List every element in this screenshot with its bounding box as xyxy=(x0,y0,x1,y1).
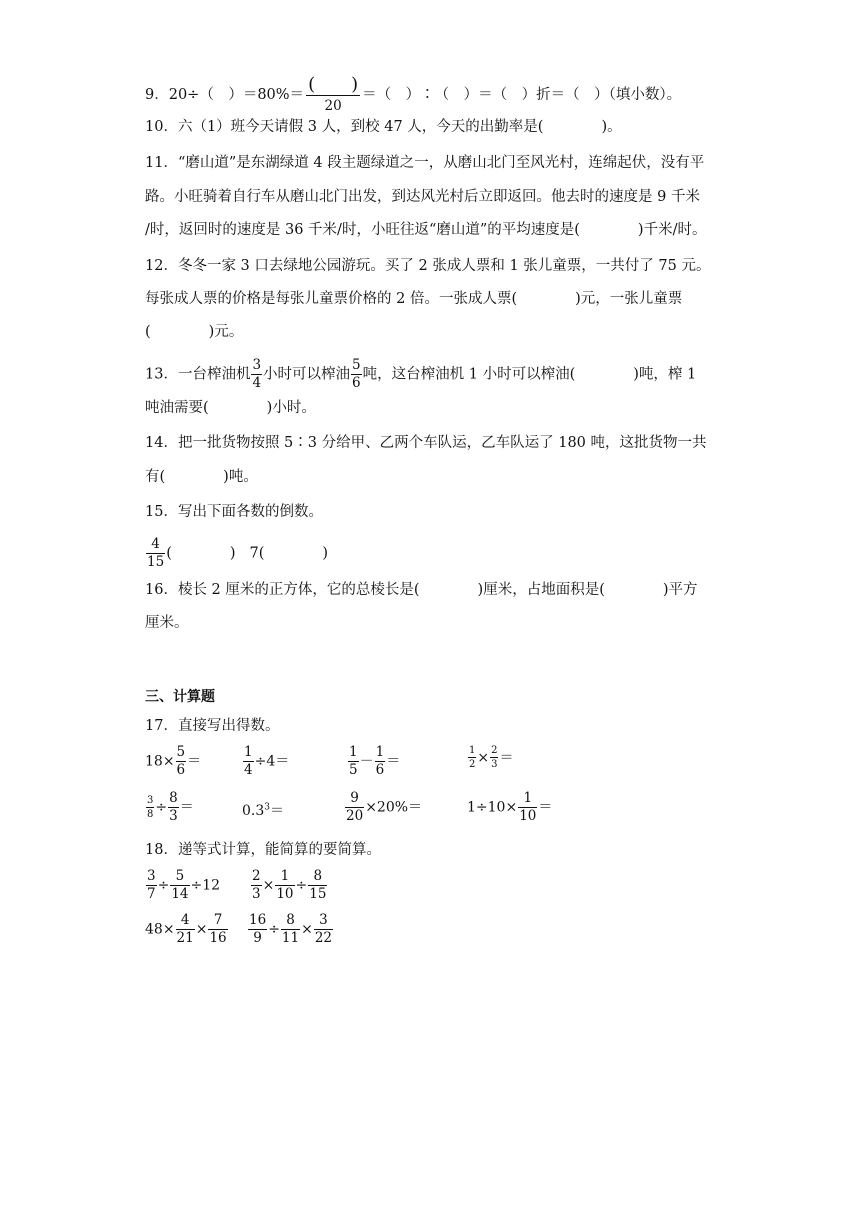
question-12-line-1: 12．冬冬一家 3 口去绿地公园游玩。买了 2 张成人票和 1 张儿童票，一共付了 75 元。 xyxy=(145,258,711,274)
numerator: 5 xyxy=(352,357,361,373)
expr-text: ＝ xyxy=(538,799,553,816)
q17-expr-5 xyxy=(145,792,194,823)
numerator: 2 xyxy=(252,868,261,884)
denominator: 21 xyxy=(176,929,194,946)
expr-text: 18× xyxy=(145,753,175,770)
numerator: 3 xyxy=(147,794,154,806)
denominator: 3 xyxy=(491,759,498,770)
operator: ÷ xyxy=(157,877,170,894)
exponent: 3 xyxy=(264,802,270,813)
fraction xyxy=(251,870,262,901)
fraction xyxy=(248,914,267,945)
q9-paren-top: ( ) xyxy=(308,74,359,95)
fraction xyxy=(490,746,498,770)
expr-text: 0.3 xyxy=(242,803,265,819)
operator: × xyxy=(477,750,490,766)
q9-text-end: ＝（ ）∶（ ）＝（ ）折＝（ ）（填小数）。 xyxy=(362,86,682,103)
q13-text-1: 13．一台榨油机 xyxy=(145,366,251,383)
question-17: 17．直接写出得数。 xyxy=(145,718,280,734)
denominator: 15 xyxy=(309,885,327,902)
operator: × xyxy=(195,921,208,938)
question-16-line-2: 厘米。 xyxy=(145,615,189,631)
question-13-line-2: 吨油需要( )小时。 xyxy=(145,400,316,416)
operator: ÷ xyxy=(295,877,308,894)
expr-text: ＝ xyxy=(187,753,202,770)
question-15-answers xyxy=(145,538,328,569)
q9-paren-bottom: 20 xyxy=(324,98,342,114)
question-14-line-2: 有( )吨。 xyxy=(145,469,258,485)
question-18: 18．递等式计算，能简算的要简算。 xyxy=(145,842,381,858)
q15-answer-2: 7( ) xyxy=(249,545,329,562)
operator: － xyxy=(359,753,374,770)
fraction xyxy=(243,746,254,777)
numerator: 16 xyxy=(249,912,267,928)
q9-paren-fraction xyxy=(306,76,360,114)
denominator: 3 xyxy=(169,807,178,824)
operator: ÷ xyxy=(155,799,168,816)
fraction xyxy=(208,914,227,945)
question-11-line-2: 路。小旺骑着自行车从磨山北门出发，到达风光村后立即返回。他去时的速度是 9 千米 xyxy=(145,189,700,205)
q17-expr-7 xyxy=(344,792,422,823)
fraction xyxy=(468,746,476,770)
expr-text: ÷12 xyxy=(190,877,221,894)
fraction xyxy=(314,914,333,945)
numerator: 4 xyxy=(146,538,165,554)
section-title: 三、计算题 xyxy=(145,689,215,705)
numerator: 7 xyxy=(208,914,227,930)
q13-text-3: 吨，这台榨油机 1 小时可以榨油( )吨，榨 1 xyxy=(362,366,697,383)
denominator: 4 xyxy=(252,374,262,391)
expr-text: ＝ xyxy=(499,750,514,766)
q17-expr-2 xyxy=(242,746,289,777)
expr-text: ×20%＝ xyxy=(365,799,423,816)
question-14-line-1: 14．把一批货物按照 5∶3 分给甲、乙两个车队运，乙车队运了 180 吨，这批货物一共 xyxy=(145,435,707,451)
denominator: 8 xyxy=(147,808,154,820)
numerator: 1 xyxy=(518,792,537,808)
q17-expr-1 xyxy=(145,746,201,777)
fraction xyxy=(176,914,195,945)
denominator: 22 xyxy=(314,929,333,946)
numerator: 3 xyxy=(252,357,262,373)
q18-expr-3 xyxy=(145,914,229,945)
numerator: 3 xyxy=(314,914,333,930)
numerator: 8 xyxy=(169,790,178,806)
fraction xyxy=(345,792,364,823)
fraction xyxy=(281,914,300,945)
q18-expr-1 xyxy=(145,870,220,901)
denominator: 15 xyxy=(147,553,165,570)
denominator: 20 xyxy=(346,807,364,824)
q18-expr-2 xyxy=(250,870,328,901)
numerator: 2 xyxy=(491,745,498,756)
fraction xyxy=(146,870,157,901)
numerator: 8 xyxy=(308,870,327,886)
expr-text: ＝ xyxy=(386,753,401,770)
q13-fraction-tons xyxy=(351,359,362,390)
q17-expr-8 xyxy=(467,792,552,823)
denominator: 6 xyxy=(352,374,361,391)
numerator: 5 xyxy=(170,870,189,886)
q17-expr-3 xyxy=(347,746,400,777)
denominator: 10 xyxy=(276,885,294,902)
fraction xyxy=(146,796,154,820)
q18-expr-4 xyxy=(247,914,334,945)
question-10: 10．六（1）班今天请假 3 人，到校 47 人，今天的出勤率是( )。 xyxy=(145,119,622,135)
numerator: 5 xyxy=(176,744,186,760)
denominator: 6 xyxy=(176,761,186,778)
fraction xyxy=(308,870,327,901)
operator: × xyxy=(301,921,313,938)
numerator: 1 xyxy=(375,744,385,760)
numerator: 1 xyxy=(244,744,253,760)
question-12-line-2: 每张成人票的价格是每张儿童票价格的 2 倍。一张成人票( )元，一张儿童票 xyxy=(145,291,683,307)
expr-text: ＝ xyxy=(270,803,284,819)
numerator: 3 xyxy=(147,868,156,884)
fraction xyxy=(348,746,359,777)
question-12-line-3: ( )元。 xyxy=(145,324,244,340)
q13-fraction-hours xyxy=(251,359,262,390)
question-11-line-3: /时，返回时的速度是 36 千米/时，小旺往返“磨山道”的平均速度是( )千米/时。 xyxy=(145,222,707,238)
denominator: 2 xyxy=(469,759,476,770)
q17-expr-6 xyxy=(242,800,284,820)
q17-expr-4 xyxy=(467,746,513,770)
fraction xyxy=(168,792,179,823)
question-9 xyxy=(145,76,681,114)
numerator: 8 xyxy=(281,914,300,930)
denominator: 9 xyxy=(253,929,262,946)
numerator: 1 xyxy=(275,870,294,886)
q15-fraction xyxy=(146,538,165,569)
fraction xyxy=(275,870,294,901)
denominator: 14 xyxy=(171,885,189,902)
question-16-line-1: 16．棱长 2 厘米的正方体，它的总棱长是( )厘米，占地面积是( )平方 xyxy=(145,582,698,598)
fraction xyxy=(176,746,187,777)
denominator: 4 xyxy=(244,761,253,778)
q9-text-start: 9．20÷（ ）＝80%＝ xyxy=(145,86,305,103)
fraction xyxy=(170,870,189,901)
fraction xyxy=(518,792,537,823)
denominator: 16 xyxy=(209,929,227,946)
expr-text: ＝ xyxy=(179,799,194,816)
numerator: 1 xyxy=(469,745,476,756)
denominator: 6 xyxy=(375,761,385,778)
denominator: 10 xyxy=(519,807,537,824)
q13-text-2: 小时可以榨油 xyxy=(263,366,351,383)
numerator: 4 xyxy=(176,914,195,930)
denominator: 7 xyxy=(147,885,156,902)
q15-answer-1: ( ) xyxy=(166,545,236,562)
expr-text: 1÷10× xyxy=(467,799,518,816)
question-11-line-1: 11．“磨山道”是东湖绿道 4 段主题绿道之一，从磨山北门至风光村，连绵起伏，没有平 xyxy=(145,155,705,171)
denominator: 3 xyxy=(252,885,261,902)
numerator: 9 xyxy=(345,792,364,808)
question-13-line-1 xyxy=(145,359,696,390)
denominator: 11 xyxy=(281,929,300,946)
expr-text: 48× xyxy=(145,921,175,938)
denominator: 5 xyxy=(349,761,358,778)
question-15: 15．写出下面各数的倒数。 xyxy=(145,504,323,520)
operator: ÷ xyxy=(268,921,280,938)
operator: × xyxy=(262,877,275,894)
fraction xyxy=(375,746,386,777)
expr-text: ÷4＝ xyxy=(254,753,290,770)
numerator: 1 xyxy=(349,744,358,760)
